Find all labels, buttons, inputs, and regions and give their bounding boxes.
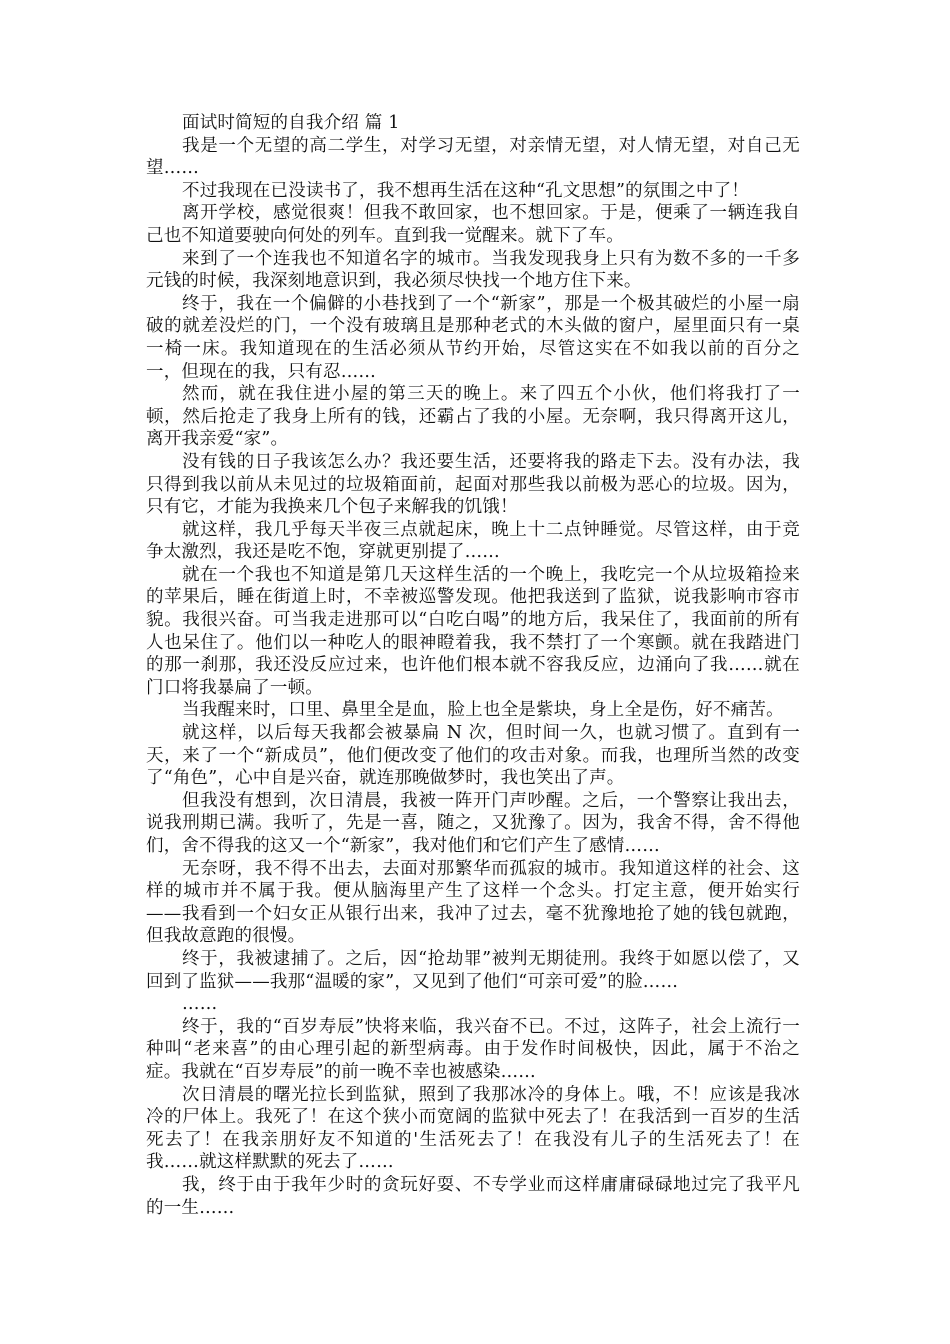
paragraph: 我是一个无望的高二学生，对学习无望，对亲情无望，对人情无望，对自己无望…… bbox=[146, 135, 800, 179]
paragraph: 我，终于由于我年少时的贪玩好耍、不专学业而这样庸庸碌碌地过完了我平凡的一生…… bbox=[146, 1174, 800, 1218]
paragraph: 没有钱的日子我该怎么办？我还要生活，还要将我的路走下去。没有办法，我只得到我以前从未见过的垃圾箱面前，起面对那些我以前极为恶心的垃圾。因为，只有它，才能为我换来几个包子来解我的饥饿！ bbox=[146, 451, 800, 518]
paragraph: 次日清晨的曙光拉长到监狱，照到了我那冰冷的身体上。哦，不！应该是我冰冷的尸体上。我死了！在这个狭小而宽阔的监狱中死去了！在我活到一百岁的生活死去了！在我亲朋好友不知道的'生活死去了！在我没有儿子的生活死去了！在我……就这样默默的死去了…… bbox=[146, 1084, 800, 1173]
document-body bbox=[146, 112, 800, 1219]
paragraph: 无奈呀，我不得不出去，去面对那繁华而孤寂的城市。我知道这样的社会、这样的城市并不属于我。便从脑海里产生了这样一个念头。打定主意，便开始实行——我看到一个妇女正从银行出来，我冲了过去，毫不犹豫地抢了她的钱包就跑，但我故意跑的很慢。 bbox=[146, 858, 800, 947]
paragraph: 不过我现在已没读书了，我不想再生活在这种“孔文思想”的氛围之中了！ bbox=[182, 180, 749, 201]
paragraph: 当我醒来时，口里、鼻里全是血，脸上也全是紫块，身上全是伤，好不痛苦。 bbox=[182, 700, 784, 721]
paragraph: 终于，我被逮捕了。之后，因“抢劫罪”被判无期徒刑。我终于如愿以偿了，又回到了监狱——我那“温暖的家”，又见到了他们“可亲可爱”的脸…… bbox=[146, 948, 800, 992]
paragraph: 然而，就在我住进小屋的第三天的晚上。来了四五个小伙，他们将我打了一顿，然后抢走了我身上所有的钱，还霸占了我的小屋。无奈啊，我只得离开这儿，离开我亲爱“家”。 bbox=[146, 384, 800, 450]
paragraph: 终于，我的“百岁寿辰”快将来临，我兴奋不已。不过，这阵子，社会上流行一种叫“老来喜”的由心理引起的新型病毒。由于发作时间极快，因此，属于不治之症。我就在“百岁寿辰”的前一晚不幸也被感染…… bbox=[146, 1016, 800, 1082]
paragraph: 就在一个我也不知道是第几天这样生活的一个晚上，我吃完一个从垃圾箱捡来的苹果后，睡在街道上时，不幸被巡警发现。他把我送到了监狱，说我影响市容市貌。我很兴奋。可当我走进那可以“白吃白喝”的地方后，我呆住了，我面前的所有人也呆住了。他们以一种吃人的眼神瞪着我，我不禁打了一个寒颤。就在我踏进门的那一刹那，我还没反应过来，也许他们根本就不容我反应，边涌向了我……就在门口将我暴扁了一顿。 bbox=[146, 564, 800, 698]
paragraph: 终于，我在一个偏僻的小巷找到了一个“新家”，那是一个极其破烂的小屋一扇破的就差没烂的门，一个没有玻璃且是那种老式的木头做的窗户，屋里面只有一桌一椅一床。我知道现在的生活必须从节约开始，尽管这实在不如我以前的百分之一，但现在的我，只有忍…… bbox=[146, 293, 800, 382]
paragraph: 来到了一个连我也不知道名字的城市。当我发现我身上只有为数不多的一千多元钱的时候，我深刻地意识到，我必须尽快找一个地方住下来。 bbox=[146, 248, 800, 292]
paragraph: 就这样，以后每天我都会被暴扁 N 次，但时间一久，也就习惯了。直到有一天，来了一个“新成员”，他们便改变了他们的攻击对象。而我，也理所当然的改变了“角色”，心中自是兴奋，就连那晚做梦时，我也笑出了声。 bbox=[146, 723, 800, 789]
paragraph: 就这样，我几乎每天半夜三点就起床，晚上十二点钟睡觉。尽管这样，由于竞争太激烈，我还是吃不饱，穿就更别提了…… bbox=[146, 519, 800, 563]
paragraph: 离开学校，感觉很爽！但我不敢回家，也不想回家。于是，便乘了一辆连我自己也不知道要驶向何处的列车。直到我一觉醒来。就下了车。 bbox=[146, 203, 800, 246]
paragraph: …… bbox=[182, 994, 218, 1015]
document-title: 面试时简短的自我介绍 篇 1 bbox=[182, 113, 400, 133]
paragraph: 但我没有想到，次日清晨，我被一阵开门声吵醒。之后，一个警察让我出去，说我刑期已满。我听了，先是一喜，随之，又犹豫了。因为，我舍不得，舍不得他们，舍不得我的这又一个“新家”，我对他们和它们产生了感情…… bbox=[146, 790, 800, 856]
